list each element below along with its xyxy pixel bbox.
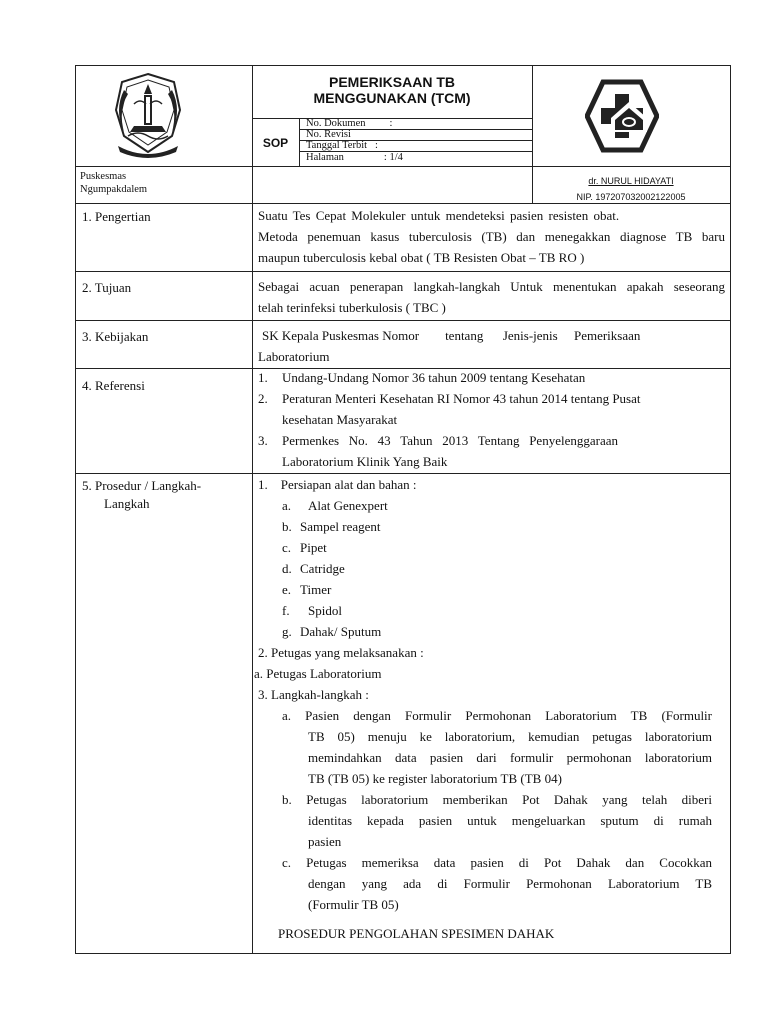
organization-location: Ngumpakdalem bbox=[80, 184, 148, 195]
list-item: b. Sampel reagent bbox=[282, 519, 381, 534]
section-label-pengertian: 1. Pengertian bbox=[82, 209, 151, 224]
step-1-title: 1. Persiapan alat dan bahan : bbox=[258, 477, 417, 492]
prosedur-footer-heading: PROSEDUR PENGOLAHAN SPESIMEN DAHAK bbox=[278, 926, 555, 941]
list-item: g. Dahak/ Sputum bbox=[282, 624, 382, 639]
signer-name: dr. NURUL HIDAYATI bbox=[588, 176, 674, 186]
document-title-line1: PEMERIKSAAN TB bbox=[328, 74, 455, 90]
signer-nip: NIP. 197207032002122005 bbox=[576, 192, 686, 202]
step-3-title: 3. Langkah-langkah : bbox=[258, 687, 369, 702]
health-center-logo bbox=[585, 78, 659, 154]
step-2-title: 2. Petugas yang melaksanakan : bbox=[258, 645, 424, 660]
list-item: 1. Undang-Undang Nomor 36 tahun 2009 tentang Kesehatan bbox=[258, 370, 586, 385]
section-content-prosedur bbox=[254, 474, 720, 944]
doc-field-no-dokumen: No. Dokumen : bbox=[306, 118, 393, 129]
list-item: e. Timer bbox=[282, 582, 332, 597]
section-label-kebijakan: 3. Kebijakan bbox=[82, 329, 149, 344]
section-content-tujuan: Sebagai acuan penerapan langkah-langkah Untuk menentukan apakah seseorang telah terinfeksi tuberkulosis ( TBC ) bbox=[258, 279, 725, 315]
puskesmas-cross-icon bbox=[585, 78, 659, 154]
section-content-kebijakan: SK Kepala Puskesmas Nomor tentang Jenis-jenis Pemeriksaan Laboratorium bbox=[258, 328, 641, 364]
list-item: 2. Peraturan Menteri Kesehatan RI Nomor 43 tahun 2014 tentang Pusat kesehatan Masyarakat bbox=[258, 391, 641, 427]
doc-field-halaman: Halaman : 1/4 bbox=[306, 152, 403, 163]
logo-emblem-icon bbox=[108, 70, 188, 162]
puskesmas-logo bbox=[108, 70, 188, 162]
sop-label: SOP bbox=[262, 136, 289, 150]
list-item: d. Catridge bbox=[282, 561, 345, 576]
section-label-tujuan: 2. Tujuan bbox=[82, 280, 132, 295]
list-item: a. Pasien dengan Formulir Permohonan Laboratorium TB (Formulir TB 05) menuju ke laboratorium, kemudian petugas laboratorium memindahkan data pasien dari formulir permohonan laboratorium TB (TB 05) ke register laboratorium TB (TB 04) bbox=[282, 708, 712, 786]
doc-field-tanggal-terbit: Tanggal Terbit : bbox=[306, 140, 378, 151]
section-label-prosedur: 5. Prosedur / Langkah- Langkah bbox=[82, 478, 202, 511]
list-item: c. Petugas memeriksa data pasien di Pot Dahak dan Cocokkan dengan yang ada di Formulir Permohonan Laboratorium TB (Formulir TB 05) bbox=[282, 855, 712, 912]
list-item: b. Petugas laboratorium memberikan Pot Dahak yang telah diberi identitas kepada pasien untuk mengeluarkan sputum di rumah pasien bbox=[282, 792, 712, 849]
organization-name: Puskesmas bbox=[80, 171, 127, 182]
list-item: c. Pipet bbox=[282, 540, 327, 555]
list-item: a. Petugas Laboratorium bbox=[254, 666, 382, 681]
list-item: f. Spidol bbox=[282, 603, 342, 618]
list-item: 3. Permenkes No. 43 Tahun 2013 Tentang Penyelenggaraan Laboratorium Klinik Yang Baik bbox=[258, 433, 618, 469]
section-label-referensi: 4. Referensi bbox=[82, 378, 145, 393]
section-content-referensi bbox=[258, 367, 718, 472]
list-item: a. Alat Genexpert bbox=[282, 498, 388, 513]
doc-field-no-revisi: No. Revisi bbox=[306, 129, 351, 140]
document-title-line2: MENGGUNAKAN (TCM) bbox=[313, 90, 471, 106]
section-content-pengertian: Suatu Tes Cepat Molekuler untuk mendeteksi pasien resisten obat. Metoda penemuan kasus tuberculosis (TB) dan menegakkan diagnose TB baru maupun tuberculosis kebal obat ( TB Resisten Obat – TB RO ) bbox=[258, 208, 725, 265]
